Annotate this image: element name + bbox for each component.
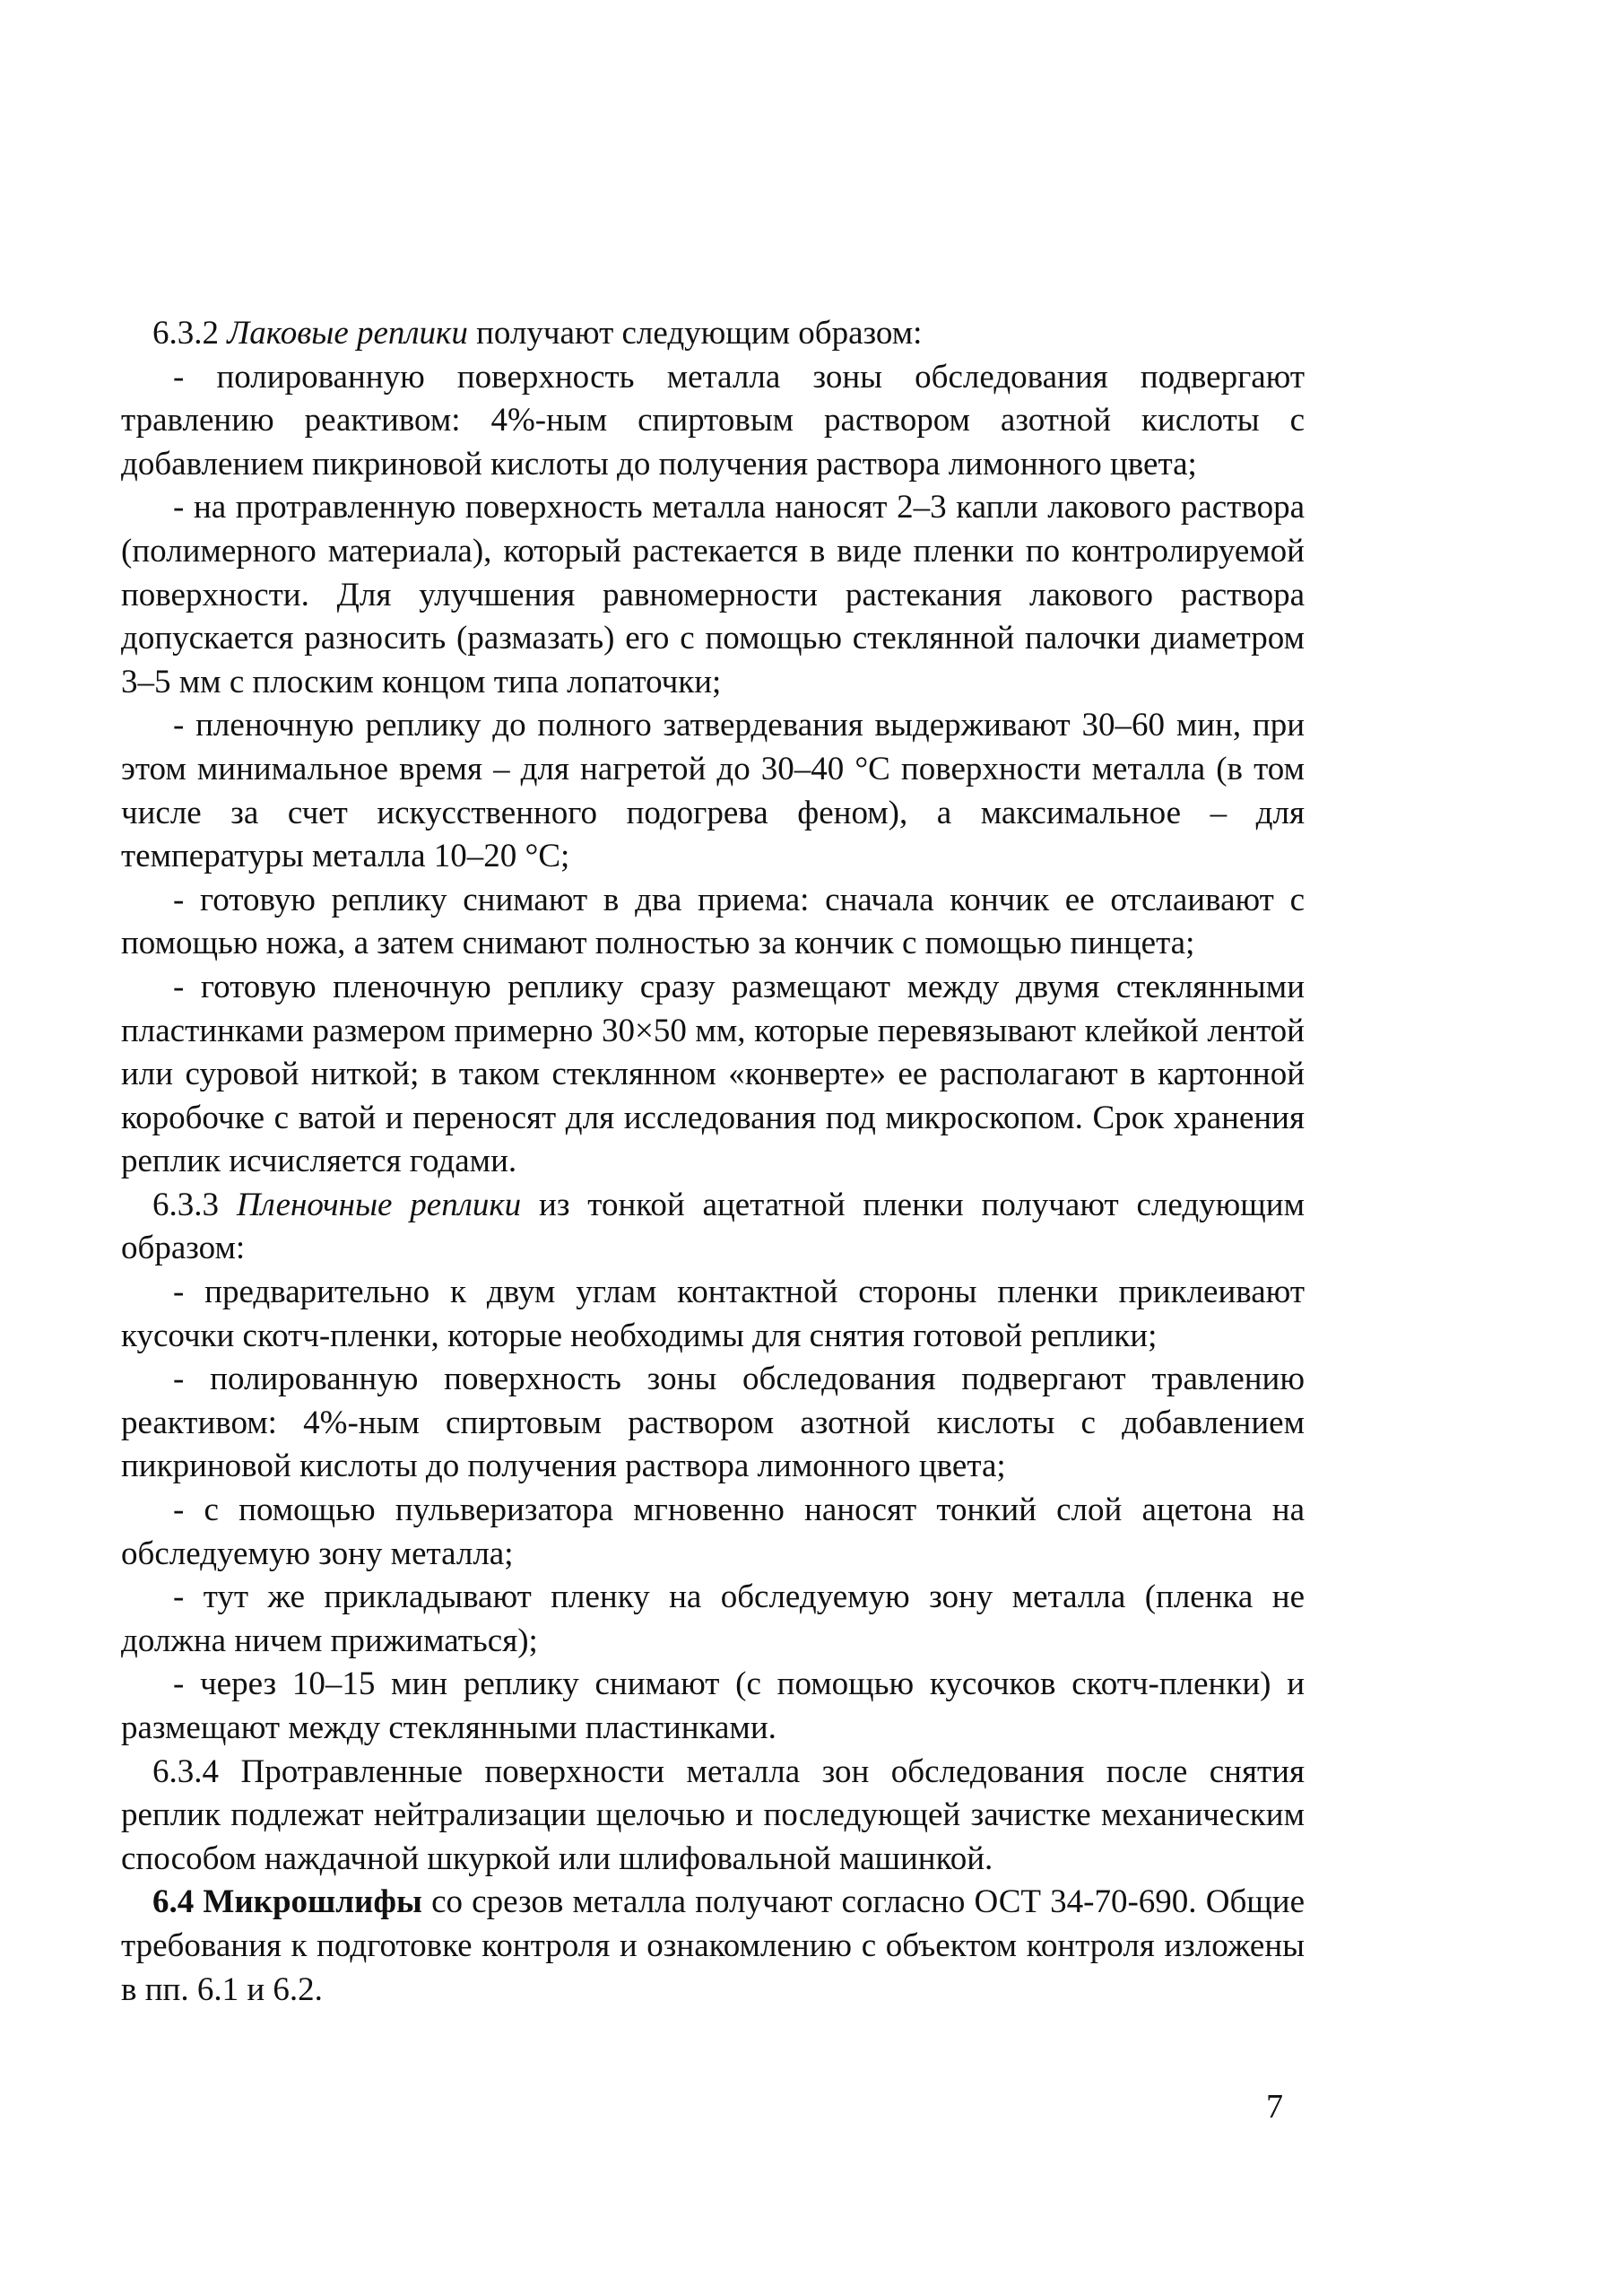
section-6-4-text: со срезов металла получают согласно ОСТ 34-70-690. Общие требования к подготовке контроля и ознакомлению с объектом контроля изложены в пп. 6.1 и 6.2. [121,1883,1305,2008]
section-6-3-4-paragraph: 6.3.4 Протравленные поверхности металла зон обследования после снятия реплик подлежат нейтрализации щелочью и последующей зачистке механическим способом наждачной шкуркой или шлифовальной машинкой. [121,1752,1305,1877]
section-6-3-2-intro [121,312,1305,356]
section-term: Пленочные реплики [236,1186,522,1223]
section-6-4-paragraph [121,1881,1305,2012]
list-item: - на протравленную поверхность металла наносят 2–3 капли лакового раствора (полимерного материала), который растекается в виде пленки по контролируемой поверхности. Для улучшения равномерности растекания лакового раствора допускается разносить (размазать) его с помощью стеклянной палочки диаметром 3–5 мм с плоским концом типа лопаточки; [121,489,1305,700]
list-item: - предварительно к двум углам контактной стороны пленки приклеивают кусочки скотч-пленки, которые необходимы для снятия готовой реплики; [121,1274,1305,1354]
list-item: - полированную поверхность зоны обследования подвергают травлению реактивом: 4%-ным спиртовым раствором азотной кислоты с добавлением пикриновой кислоты до получения раствора лимонного цвета; [121,1361,1305,1485]
list-item: - с помощью пульверизатора мгновенно наносят тонкий слой ацетона на обследуемую зону металла; [121,1492,1305,1572]
section-number: 6.3.2 [152,315,219,352]
list-item: - готовую реплику снимают в два приема: сначала кончик ее отслаивают с помощью ножа, а затем снимают полностью за кончик с помощью пинцета; [121,881,1305,962]
section-intro-text: получают следующим образом: [476,315,923,352]
list-item: - тут же прикладывают пленку на обследуемую зону металла (пленка не должна ничем прижиматься); [121,1578,1305,1659]
body-text [121,312,1305,2012]
section-term: Лаковые реплики [227,315,468,352]
section-number: 6.3.3 [152,1186,219,1223]
section-6-3-3-intro [121,1184,1305,1271]
list-item: - готовую пленочную реплику сразу размещают между двумя стеклянными пластинками размером примерно 30×50 мм, которые перевязывают клейкой лентой или суровой ниткой; в таком стеклянном «конверте» ее располагают в картонной коробочке с ватой и переносят для исследования под микроскопом. Срок хранения реплик исчисляется годами. [121,968,1305,1180]
page-number: 7 [1266,2088,1283,2126]
list-item: - через 10–15 мин реплику снимают (с помощью кусочков скотч-пленки) и размещают между стеклянными пластинками. [121,1665,1305,1746]
list-item: - полированную поверхность металла зоны обследования подвергают травлению реактивом: 4%-ным спиртовым раствором азотной кислоты с добавлением пикриновой кислоты до получения раствора лимонного цвета; [121,358,1305,483]
section-intro-text: из тонкой ацетатной пленки получают следующим образом: [121,1186,1305,1267]
section-6-4-heading: 6.4 Микрошлифы [152,1883,422,1921]
list-item: - пленочную реплику до полного затвердевания выдерживают 30–60 мин, при этом минимальное время – для нагретой до 30–40 °С поверхности металла (в том числе за счет искусственного подогрева феном), а максимальное – для температуры металла 10–20 °С; [121,707,1305,875]
